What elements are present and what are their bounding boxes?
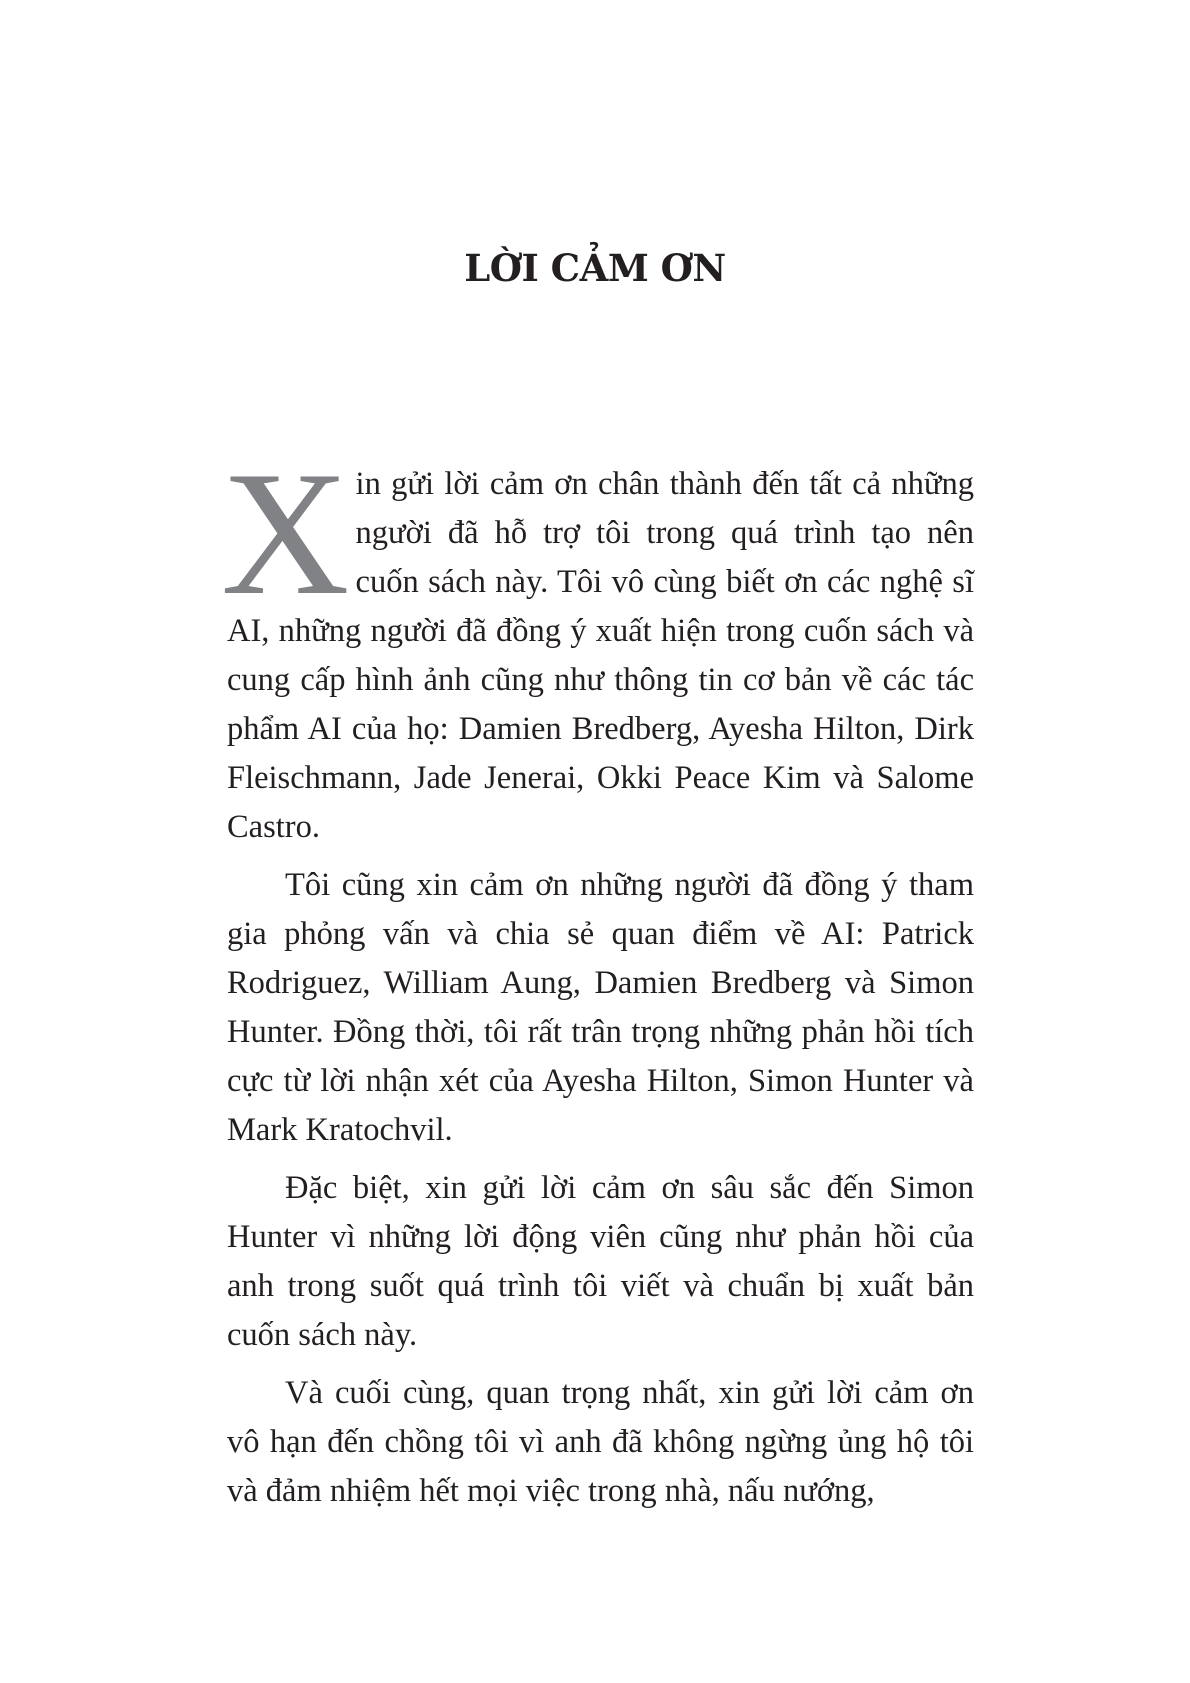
- acknowledgements-text: [221, 434, 974, 1525]
- page-title: LỜI CẢM ƠN: [464, 246, 726, 290]
- paragraph-1: [221, 434, 974, 852]
- drop-cap: X: [221, 434, 350, 632]
- paragraph-2: Tôi cũng xin cảm ơn những người đã đồng ý tham gia phỏng vấn và chia sẻ quan điểm về AI: Patrick Rodriguez, William Aung, Damien Bredberg và Simon Hunter. Đồng thời, tôi rất trân trọng những phản hồi tích cực từ lời nhận xét của Ayesha Hilton, Simon Hunter và Mark Kratochvil.: [227, 867, 974, 1148]
- paragraph-4: Và cuối cùng, quan trọng nhất, xin gửi lời cảm ơn vô hạn đến chồng tôi vì anh đã không ngừng ủng hộ tôi và đảm nhiệm hết mọi việc trong nhà, nấu nướng,: [227, 1375, 974, 1509]
- paragraph-3: Đặc biệt, xin gửi lời cảm ơn sâu sắc đến Simon Hunter vì những lời động viên cũng như phản hồi của anh trong suốt quá trình tôi viết và chuẩn bị xuất bản cuốn sách này.: [227, 1170, 974, 1353]
- paragraph-1-text: in gửi lời cảm ơn chân thành đến tất cả những người đã hỗ trợ tôi trong quá trình tạo nên cuốn sách này. Tôi vô cùng biết ơn các nghệ sĩ AI, những người đã đồng ý xuất hiện trong cuốn sách và cung cấp hình ảnh cũng như thông tin cơ bản về các tác phẩm AI của họ: Damien Bredberg, Ayesha Hilton, Dirk Fleischmann, Jade Jenerai, Okki Peace Kim và Salome Castro.: [227, 466, 974, 845]
